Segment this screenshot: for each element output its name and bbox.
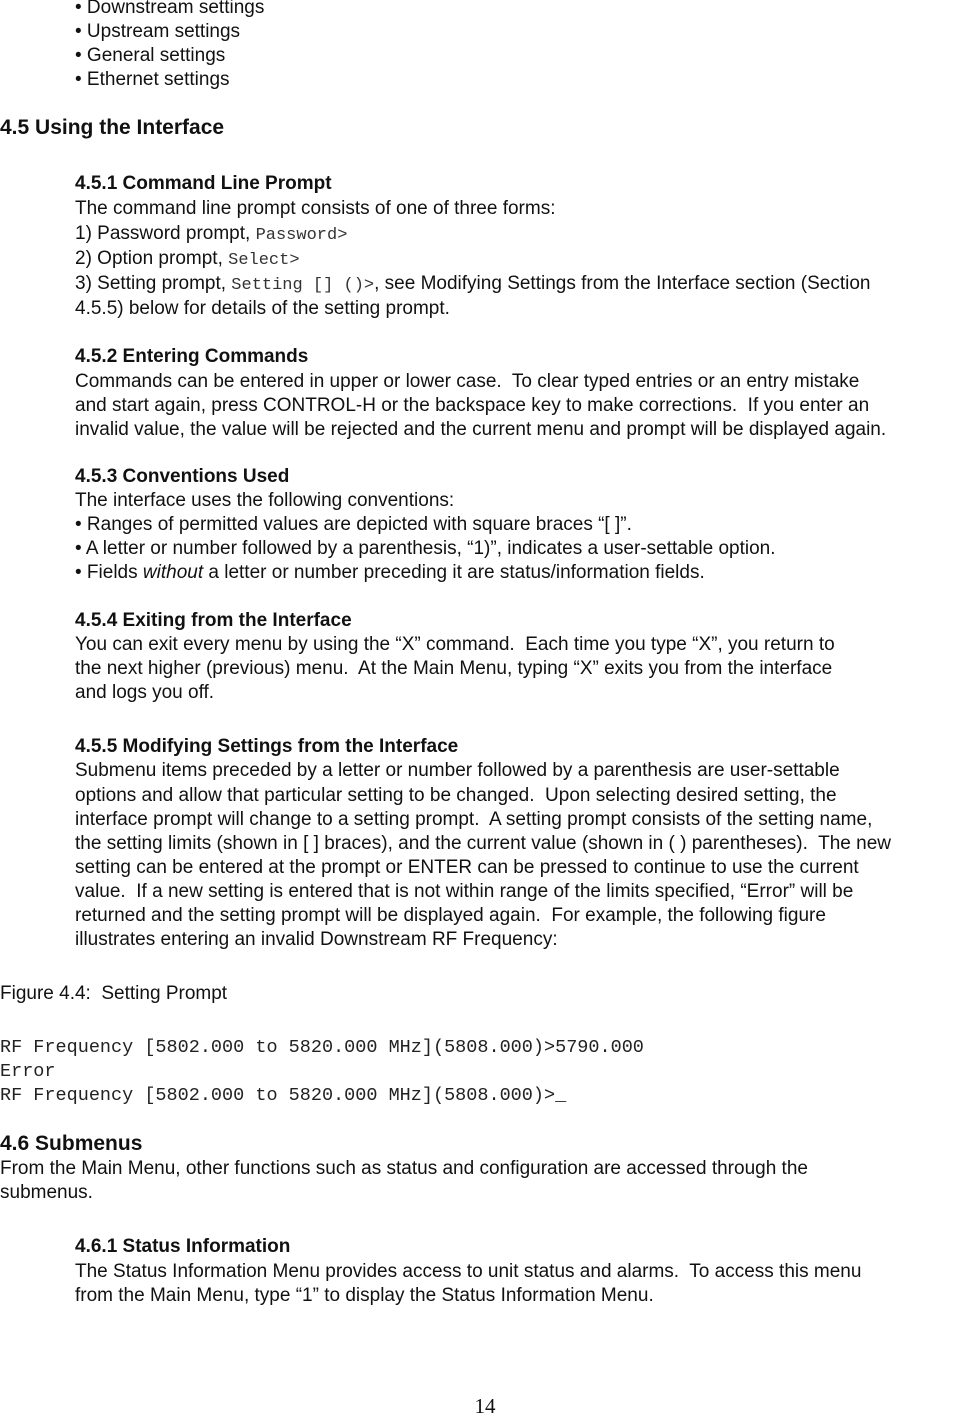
paragraph-line: value. If a new setting is entered that is not within range of the limits specified, “Error” will be: [75, 881, 854, 902]
paragraph-line: invalid value, the value will be rejected and the current menu and prompt will be displayed again.: [75, 419, 887, 440]
paragraph-line: The Status Information Menu provides access to unit status and alarms. To access this menu: [75, 1261, 862, 1282]
paragraph-line: and start again, press CONTROL-H or the backspace key to make corrections. If you enter an: [75, 395, 870, 416]
paragraph-line: The command line prompt consists of one of three forms:: [75, 198, 556, 219]
bullet-item: • Upstream settings: [75, 21, 241, 42]
subsection-heading-4-5-4: 4.5.4 Exiting from the Interface: [75, 610, 352, 631]
code-line: RF Frequency [5802.000 to 5820.000 MHz](5808.000)>_: [0, 1085, 567, 1106]
prompt-form-2: [75, 248, 300, 272]
paragraph-line: from the Main Menu, type “1” to display the Status Information Menu.: [75, 1285, 654, 1306]
paragraph-line: the setting limits (shown in [ ] braces), and the current value (shown in ( ) parentheses). The new: [75, 833, 891, 854]
code-line: Error: [0, 1061, 56, 1082]
bullet-item: • Ranges of permitted values are depicted with square braces “[ ]”.: [75, 514, 632, 535]
bullet-item: • General settings: [75, 45, 226, 66]
paragraph-line: and logs you off.: [75, 682, 215, 703]
paragraph-line: illustrates entering an invalid Downstream RF Frequency:: [75, 929, 558, 950]
subsection-heading-4-6-1: 4.6.1 Status Information: [75, 1236, 291, 1257]
paragraph-line: The interface uses the following conventions:: [75, 490, 455, 511]
text: a letter or number preceding it are status/information fields.: [203, 562, 705, 583]
paragraph-line: submenus.: [0, 1182, 93, 1203]
bullet-item: • Downstream settings: [75, 0, 265, 18]
prompt-form-3: [75, 273, 870, 297]
prompt-form-1: [75, 223, 347, 247]
code-password-prompt: Password>: [255, 226, 348, 245]
code-setting-prompt: Setting [] ()>: [231, 276, 375, 295]
paragraph-line: 4.5.5) below for details of the setting prompt.: [75, 298, 450, 319]
code-line: RF Frequency [5802.000 to 5820.000 MHz](5808.000)>5790.000: [0, 1037, 644, 1058]
text: , see Modifying Settings from the Interface section (Section: [374, 273, 871, 294]
section-heading-4-6: 4.6 Submenus: [0, 1132, 143, 1155]
bullet-item: • A letter or number followed by a parenthesis, “1)”, indicates a user-settable option.: [75, 538, 776, 559]
page-number: 14: [474, 1394, 496, 1418]
figure-caption: Figure 4.4: Setting Prompt: [0, 983, 228, 1004]
paragraph-line: setting can be entered at the prompt or ENTER can be pressed to continue to use the current: [75, 857, 859, 878]
paragraph-line: From the Main Menu, other functions such as status and configuration are accessed through the: [0, 1158, 808, 1179]
text: 3) Setting prompt,: [75, 273, 232, 294]
code-select-prompt: Select>: [228, 251, 300, 270]
paragraph-line: returned and the setting prompt will be displayed again. For example, the following figure: [75, 905, 826, 926]
paragraph-line: Commands can be entered in upper or lower case. To clear typed entries or an entry mistake: [75, 371, 860, 392]
paragraph-line: Submenu items preceded by a letter or number followed by a parenthesis are user-settable: [75, 760, 840, 781]
paragraph-line: interface prompt will change to a setting prompt. A setting prompt consists of the setting name,: [75, 809, 873, 830]
bullet-item: • Ethernet settings: [75, 69, 230, 90]
subsection-heading-4-5-3: 4.5.3 Conventions Used: [75, 466, 290, 487]
subsection-heading-4-5-2: 4.5.2 Entering Commands: [75, 346, 309, 367]
text: • Fields: [75, 562, 143, 583]
paragraph-line: You can exit every menu by using the “X” command. Each time you type “X”, you return to: [75, 634, 835, 655]
paragraph-line: options and allow that particular setting to be changed. Upon selecting desired setting, the: [75, 785, 837, 806]
subsection-heading-4-5-5: 4.5.5 Modifying Settings from the Interface: [75, 736, 459, 757]
text: 1) Password prompt,: [75, 223, 256, 244]
section-heading-4-5: 4.5 Using the Interface: [0, 116, 225, 139]
bullet-item: [75, 562, 705, 584]
text: 2) Option prompt,: [75, 248, 229, 269]
emphasis: without: [142, 562, 204, 583]
paragraph-line: the next higher (previous) menu. At the Main Menu, typing “X” exits you from the interface: [75, 658, 833, 679]
subsection-heading-4-5-1: 4.5.1 Command Line Prompt: [75, 173, 332, 194]
